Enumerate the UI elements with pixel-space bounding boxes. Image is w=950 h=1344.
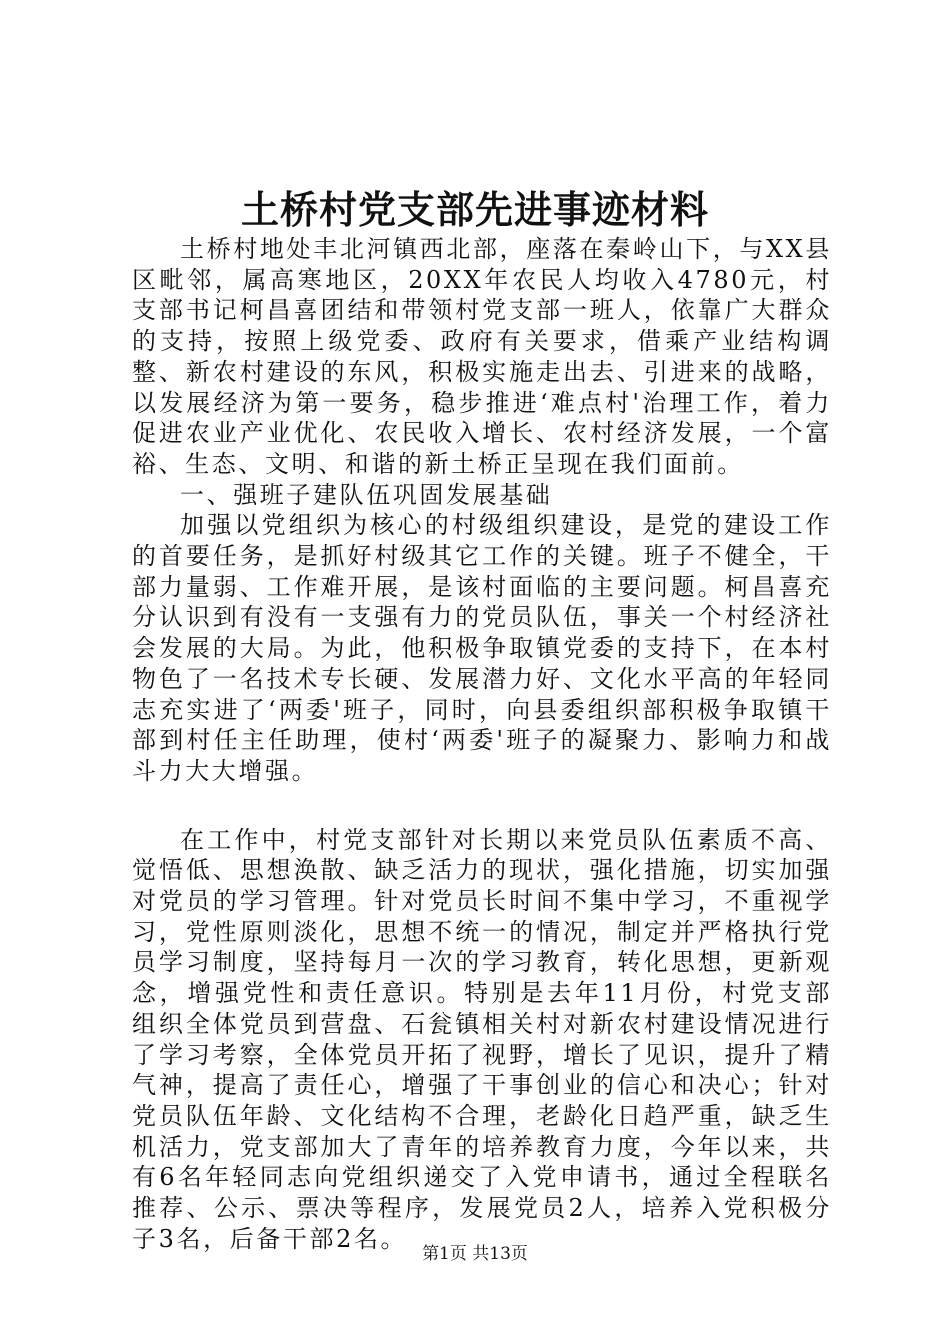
paragraph-intro: 土桥村地处丰北河镇西北部，座落在秦岭山下，与XX县区毗邻，属高寒地区，20XX年农民人均收入4780元，村支部书记柯昌喜团结和带领村党支部一班人，依靠广大群众的支持，按照上级党委、政府有关要求，借乘产业结构调整、新农村建设的东风，积极实施走出去、引进来的战略，以发展经济为第一要务，稳步推进‘难点村'治理工作，着力促进农业产业优化、农民收入增长、农村经济发展，一个富裕、生态、文明、和谐的新土桥正呈现在我们面前。 [132,235,832,478]
paragraph-team-building: 加强以党组织为核心的村级组织建设，是党的建设工作的首要任务，是抓好村级其它工作的关键。班子不健全，干部力量弱、工作难开展，是该村面临的主要问题。柯昌喜充分认识到有没有一支强有力的党员队伍，事关一个村经济社会发展的大局。为此，他积极争取镇党委的支持下，在本村物色了一名技术专长硬、发展潜力好、文化水平高的年轻同志充实进了‘两委'班子，同时，向县委组织部积极争取镇干部到村任主任助理，使村‘两委'班子的凝聚力、影响力和战斗力大大增强。 [132,511,832,785]
document-title: 土桥村党支部先进事迹材料 [240,187,709,232]
section-heading: 一、强班子建队伍巩固发展基础 [180,480,553,509]
document-body [132,234,832,1255]
page-number-footer: 第1页 共13页 [422,1244,528,1264]
paragraph-member-management: 在工作中，村党支部针对长期以来党员队伍素质不高、觉悟低、思想涣散、缺乏活力的现状，强化措施，切实加强对党员的学习管理。针对党员长时间不集中学习，不重视学习，党性原则淡化，思想不统一的情况，制定并严格执行党员学习制度，坚持每月一次的学习教育，转化思想，更新观念，增强党性和责任意识。特别是去年11月份，村党支部组织全体党员到营盘、石瓮镇相关村对新农村建设情况进行了学习考察，全体党员开拓了视野，增长了见识，提升了精气神，提高了责任心，增强了干事创业的信心和决心；针对党员队伍年龄、文化结构不合理，老龄化日趋严重，缺乏生机活力，党支部加大了青年的培养教育力度，今年以来，共有6名年轻同志向党组织递交了入党申请书，通过全程联名推荐、公示、票决等程序，发展党员2人，培养入党积极分子3名，后备干部2名。 [132,825,832,1253]
paragraph-spacer [132,787,832,825]
